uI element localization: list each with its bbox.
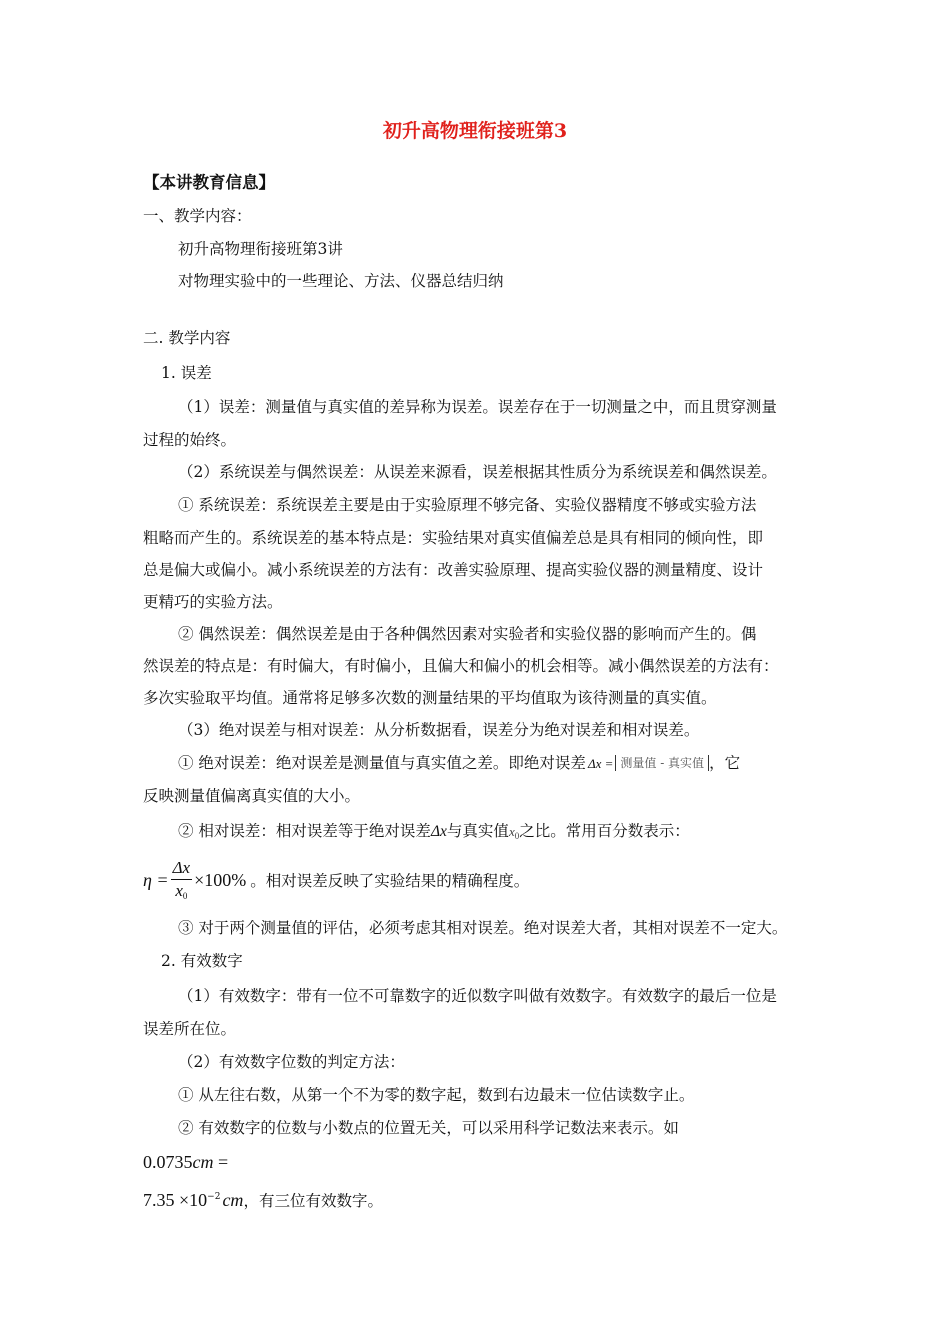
- paragraph-random-line1: ② 偶然误差：偶然误差是由于各种偶然因素对实验者和实验仪器的影响而产生的。偶: [178, 625, 757, 643]
- example-sci-text: ，有三位有效数字。: [243, 1192, 383, 1210]
- paragraph-compare: ③ 对于两个测量值的评估，必须考虑其相对误差。绝对误差大者，其相对误差不一定大。: [178, 919, 788, 937]
- example-number: 0.0735: [143, 1152, 193, 1172]
- paragraph-random-line3: 多次实验取平均值。通常将足够多次数的测量结果的平均值取为该待测量的真实值。: [143, 689, 717, 707]
- relative-error-text-c: 之比。常用百分数表示：: [519, 822, 690, 840]
- paragraph-systematic-random: （2）系统误差与偶然误差：从误差来源看，误差根据其性质分为系统误差和偶然误差。: [178, 463, 777, 481]
- absolute-error-text-end: ，它: [709, 754, 741, 772]
- relative-error-dx: Δx: [430, 823, 447, 840]
- example-formula-line2: [143, 1186, 383, 1212]
- section1-label: 一、教学内容：: [143, 207, 252, 225]
- example-sci-unit: cm: [222, 1190, 244, 1210]
- paragraph-sigfig-def-line2: 误差所在位。: [143, 1020, 237, 1038]
- paragraph-error-def-line2: 过程的始终。: [143, 431, 237, 449]
- example-equals: =: [213, 1152, 229, 1172]
- eta-explanation: 。相对误差反映了实验结果的精确程度。: [250, 872, 530, 890]
- relative-error-text-a: ② 相对误差：相对误差等于绝对误差: [178, 822, 431, 840]
- page-title: 初升高物理衔接班第3: [382, 120, 568, 142]
- paragraph-relative-error: [178, 821, 690, 846]
- eta-rhs: ×100%: [194, 870, 247, 890]
- x0-symbol: x: [508, 824, 515, 839]
- example-sci-exponent: −2: [207, 1192, 221, 1202]
- eta-denominator-subscript: 0: [182, 891, 188, 901]
- eta-lhs: η =: [143, 870, 169, 890]
- example-formula-line1: [143, 1151, 228, 1174]
- relative-error-x0: [509, 824, 519, 839]
- absolute-error-text: ① 绝对误差：绝对误差是测量值与真实值之差。即绝对误差: [178, 754, 586, 772]
- relative-error-formula-line: [143, 855, 529, 905]
- eta-denominator: [171, 880, 193, 907]
- absolute-error-formula-lhs: Δx =: [587, 756, 614, 771]
- paragraph-systematic-line2: 粗略而产生的。系统误差的基本特点是：实验结果对真实值偏差总是具有相同的倾向性，即: [143, 529, 764, 547]
- paragraph-systematic-line4: 更精巧的实验方法。: [143, 593, 283, 611]
- section2-label: 二. 教学内容: [143, 329, 231, 347]
- paragraph-systematic-line3: 总是偏大或偏小。减小系统误差的方法有：改善实验原理、提高实验仪器的测量精度、设计: [143, 561, 764, 579]
- paragraph-absolute-error-line1: [178, 753, 740, 774]
- x0-subscript: 0: [514, 831, 520, 841]
- paragraph-sigfig-def-line1: （1）有效数字：带有一位不可靠数字的近似数字叫做有效数字。有效数字的最后一位是: [178, 987, 777, 1005]
- subsection-sigfig-title: 2. 有效数字: [161, 952, 243, 970]
- paragraph-error-def-line1: （1）误差：测量值与真实值的差异称为误差。误差存在于一切测量之中，而且贯穿测量: [178, 398, 777, 416]
- paragraph-random-line2: 然误差的特点是：有时偏大，有时偏小，且偏大和偏小的机会相等。减小偶然误差的方法有：: [143, 657, 779, 675]
- section-heading-info: 【本讲教育信息】: [143, 173, 275, 192]
- eta-fraction: [171, 857, 193, 907]
- example-unit: cm: [192, 1152, 214, 1172]
- subsection-error-title: 1. 误差: [161, 364, 212, 382]
- section1-item1: 初升高物理衔接班第3讲: [178, 240, 343, 258]
- eta-numerator: Δx: [171, 857, 193, 880]
- paragraph-sigfig-rule1: ① 从左往右数，从第一个不为零的数字起，数到右边最末一位估读数字止。: [178, 1086, 695, 1104]
- relative-error-text-b: 与真实值: [446, 822, 509, 840]
- eta-denominator-symbol: x: [175, 881, 183, 900]
- paragraph-sigfig-rule2: ② 有效数字的位数与小数点的位置无关，可以采用科学记数法来表示。如: [178, 1119, 679, 1137]
- absolute-error-formula-abs: 测量值 - 真实值: [615, 755, 709, 771]
- paragraph-sigfig-method: （2）有效数字位数的判定方法：: [178, 1053, 405, 1071]
- paragraph-absolute-error-line2: 反映测量值偏离真实值的大小。: [143, 787, 361, 805]
- section1-item2: 对物理实验中的一些理论、方法、仪器总结归纳: [178, 272, 504, 290]
- paragraph-systematic-line1: ① 系统误差：系统误差主要是由于实验原理不够完备、实验仪器精度不够或实验方法: [178, 496, 757, 514]
- paragraph-abs-rel: （3）绝对误差与相对误差：从分析数据看，误差分为绝对误差和相对误差。: [178, 721, 700, 739]
- example-sci-base: 7.35 ×10: [143, 1190, 208, 1210]
